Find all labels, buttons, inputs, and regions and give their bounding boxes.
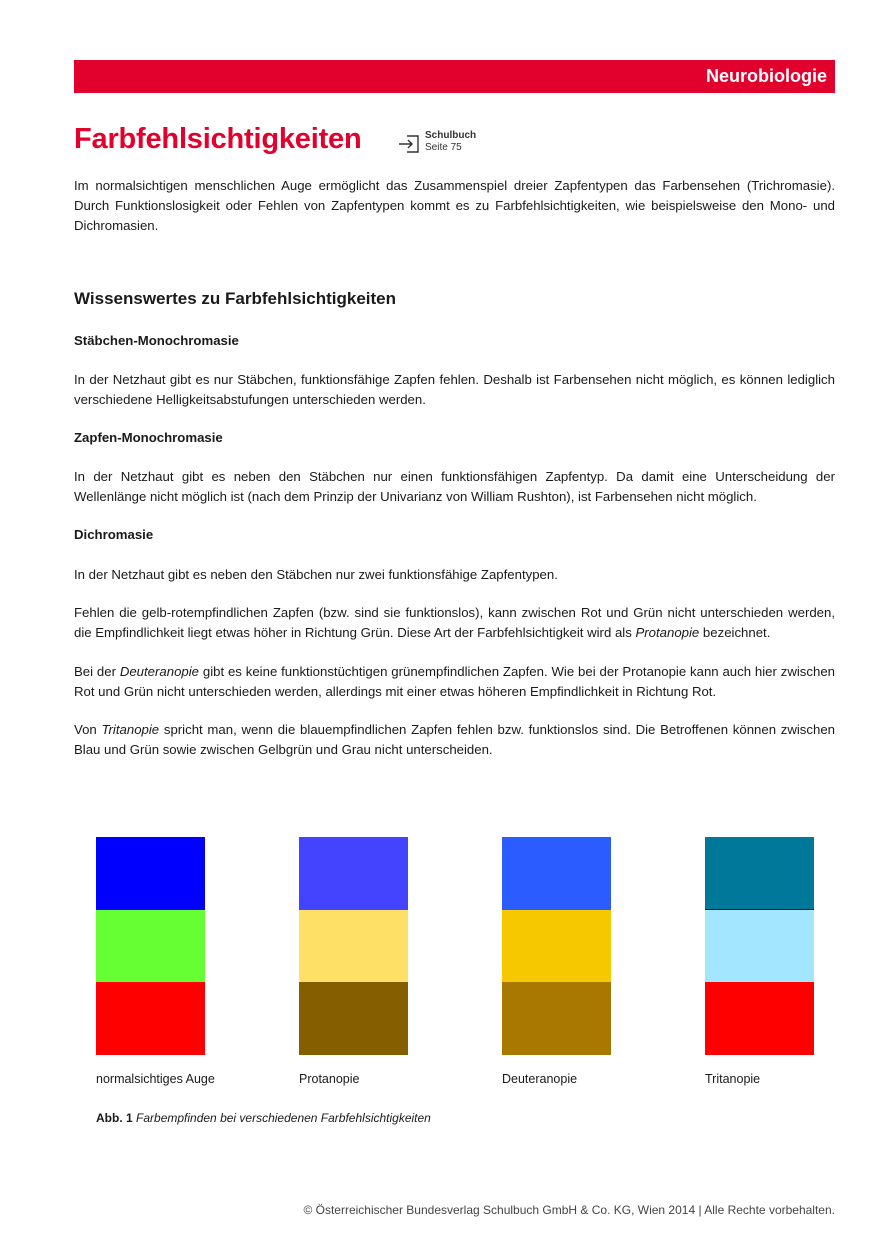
book-reference-label: Schulbuch [425, 130, 477, 141]
swatch-normal-middle [96, 910, 205, 982]
swatch-column-deuteranopie [502, 837, 611, 1055]
paragraph-zapfen: In der Netzhaut gibt es neben den Stäbchen nur einen funktionsfähigen Zapfentyp. Da damit eine Unterscheidung der Wellenlänge nicht möglich ist (nach dem Prinzip der Univarianz von William Rushton), ist Farbensehen nicht möglich. [74, 469, 835, 504]
paragraph-tritanopie: Von Tritanopie spricht man, wenn die blauempfindlichen Zapfen fehlen bzw. funktionslos sind. Die Betroffenen können zwischen Blau und Grün sowie zwischen Gelbgrün und Grau nicht unterscheiden. [74, 722, 835, 757]
book-reference-page: Seite 75 [425, 142, 462, 153]
swatch-deuteranopie-bottom [502, 982, 611, 1055]
swatch-tritanopie-middle [705, 910, 814, 982]
intro-paragraph: Im normalsichtigen menschlichen Auge ermöglicht das Zusammenspiel dreier Zapfentypen das Farbensehen (Trichromasie). Durch Funktionslosigkeit oder Fehlen von Zapfentypen kommt es zu Farbfehlsichtigkeiten, wie beispielsweise den Mono- und Dichromasien. [74, 178, 835, 233]
figure-caption [96, 1111, 431, 1125]
page-title: Farbfehlsichtigkeiten [74, 123, 362, 155]
section-heading: Wissenswertes zu Farbfehlsichtigkeiten [74, 289, 396, 308]
book-reference [398, 130, 476, 155]
paragraph-protanopie: Fehlen die gelb-rotempfindlichen Zapfen (bzw. sind sie funktionslos), kann zwischen Rot und Grün nicht unterschieden werden, die Empfindlichkeit liegt etwas höher in Richtung Grün. Diese Art der Farbfehlsichtigkeit wird als Protanopie bezeichnet. [74, 605, 835, 640]
caption-text: Farbempfinden bei verschiedenen Farbfehlsichtigkeiten [136, 1111, 431, 1125]
heading-zapfen-monochromasie: Zapfen-Monochromasie [74, 430, 223, 445]
swatch-deuteranopie-middle [502, 910, 611, 982]
label-normal: normalsichtiges Auge [96, 1072, 215, 1086]
paragraph-deuteranopie: Bei der Deuteranopie gibt es keine funktionstüchtigen grünempfindlichen Zapfen. Wie bei der Protanopie kann auch hier zwischen Rot und Grün nicht unterschieden werden, allerdings mit einer etwas höheren Empfindlichkeit in Richtung Rot. [74, 664, 835, 699]
swatch-column-tritanopie [705, 837, 814, 1055]
swatch-column-normal [96, 837, 205, 1055]
label-tritanopie: Tritanopie [705, 1072, 761, 1086]
paragraph-dichromasie-intro: In der Netzhaut gibt es neben den Stäbchen nur zwei funktionsfähige Zapfentypen. [74, 567, 558, 582]
header-banner [74, 60, 835, 93]
swatch-protanopie-bottom [299, 982, 408, 1055]
term-protanopie: Protanopie [635, 625, 700, 640]
book-reference-icon [398, 133, 422, 155]
swatch-protanopie-top [299, 837, 408, 910]
swatch-protanopie-middle [299, 910, 408, 982]
heading-staebchen-monochromasie: Stäbchen-Monochromasie [74, 333, 239, 348]
swatch-tritanopie-top [705, 837, 814, 910]
swatch-normal-bottom [96, 982, 205, 1055]
term-deuteranopie: Deuteranopie [119, 664, 200, 679]
swatch-tritanopie-bottom [705, 982, 814, 1055]
swatch-column-protanopie [299, 837, 408, 1055]
label-protanopie: Protanopie [299, 1072, 360, 1086]
paragraph-staebchen: In der Netzhaut gibt es nur Stäbchen, funktionsfähige Zapfen fehlen. Deshalb ist Farbensehen nicht möglich, es können lediglich verschiedene Helligkeitsabstufungen unterschieden werden. [74, 372, 835, 407]
heading-dichromasie: Dichromasie [74, 527, 154, 542]
label-deuteranopie: Deuteranopie [502, 1072, 578, 1086]
swatch-deuteranopie-top [502, 837, 611, 910]
banner-label: Neurobiologie [706, 66, 827, 86]
swatch-normal-top [96, 837, 205, 910]
footer-copyright: © Österreichischer Bundesverlag Schulbuch GmbH & Co. KG, Wien 2014 | Alle Rechte vorbehalten. [303, 1203, 835, 1217]
term-tritanopie: Tritanopie [101, 722, 160, 737]
caption-number: Abb. 1 [96, 1111, 133, 1125]
